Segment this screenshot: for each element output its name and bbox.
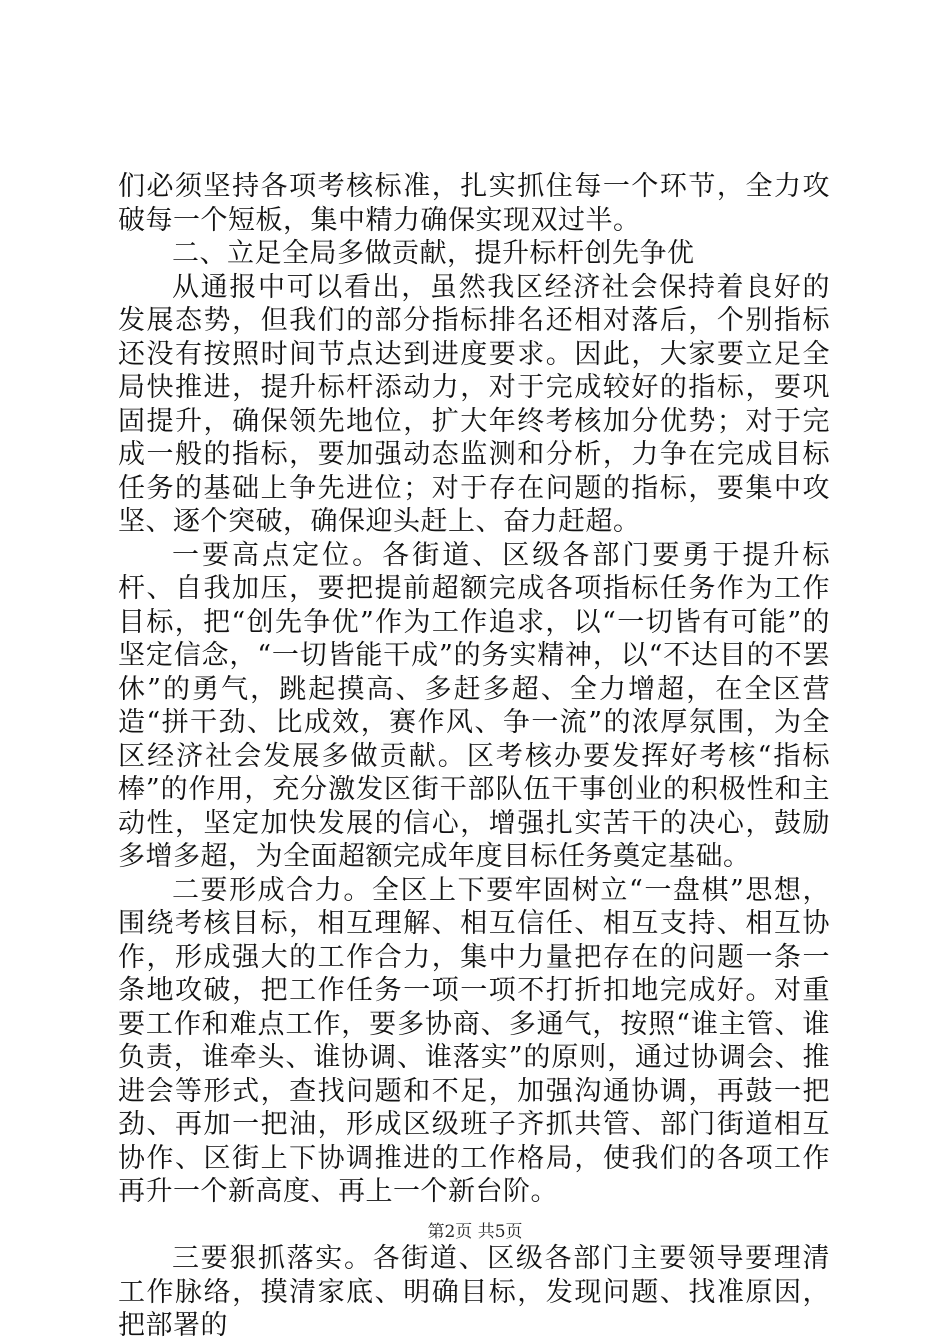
paragraph-continuation: 们必须坚持各项考核标准，扎实抓住每一个环节，全力攻破每一个短板，集中精力确保实现双过半。 xyxy=(118,171,830,236)
paragraph-point-three: 三要狠抓落实。各街道、区级各部门主要领导要理清工作脉络，摸清家底、明确目标，发现问题、找准原因，把部署的 xyxy=(118,1243,830,1341)
paragraph-point-one: 一要高点定位。各街道、区级各部门要勇于提升标杆、自我加压，要把提前超额完成各项指标任务作为工作目标，把“创先争优”作为工作追求，以“一切皆有可能”的坚定信念，“一切皆能干成”的务实精神，以“不达目的不罢休”的勇气，跳起摸高、多赶多超、全力增超，在全区营造“拼干劲、比成效，赛作风、争一流”的浓厚氛围，为全区经济社会发展多做贡献。区考核办要发挥好考核“指标棒”的作用，充分激发区街干部队伍干事创业的积极性和主动性，坚定加快发展的信心，增强扎实苦干的决心，鼓励多增多超，为全面超额完成年度目标任务奠定基础。 xyxy=(118,539,830,872)
paragraph-overview: 从通报中可以看出，虽然我区经济社会保持着良好的发展态势，但我们的部分指标排名还相对落后，个别指标还没有按照时间节点达到进度要求。因此，大家要立足全局快推进，提升标杆添动力，对于完成较好的指标，要巩固提升，确保领先地位，扩大年终考核加分优势；对于完成一般的指标，要加强动态监测和分析，力争在完成目标任务的基础上争先进位；对于存在问题的指标，要集中攻坚、逐个突破，确保迎头赶上、奋力赶超。 xyxy=(118,271,830,537)
document-body xyxy=(118,170,830,1343)
page-footer: 第2页 共5页 xyxy=(427,1222,523,1242)
section-heading: 二、立足全局多做贡献，提升标杆创先争优 xyxy=(172,238,695,269)
paragraph-point-two: 二要形成合力。全区上下要牢固树立“一盘棋”思想，围绕考核目标，相互理解、相互信任、相互支持、相互协作，形成强大的工作合力，集中力量把存在的问题一条一条地攻破，把工作任务一项一项不打折扣地完成好。对重要工作和难点工作，要多协商、多通气，按照“谁主管、谁负责，谁牵头、谁协调、谁落实”的原则，通过协调会、推进会等形式，查找问题和不足，加强沟通协调，再鼓一把劲、再加一把油，形成区级班子齐抓共管、部门街道相互协作、区街上下协调推进的工作格局，使我们的各项工作再升一个新高度、再上一个新台阶。 xyxy=(118,874,830,1207)
